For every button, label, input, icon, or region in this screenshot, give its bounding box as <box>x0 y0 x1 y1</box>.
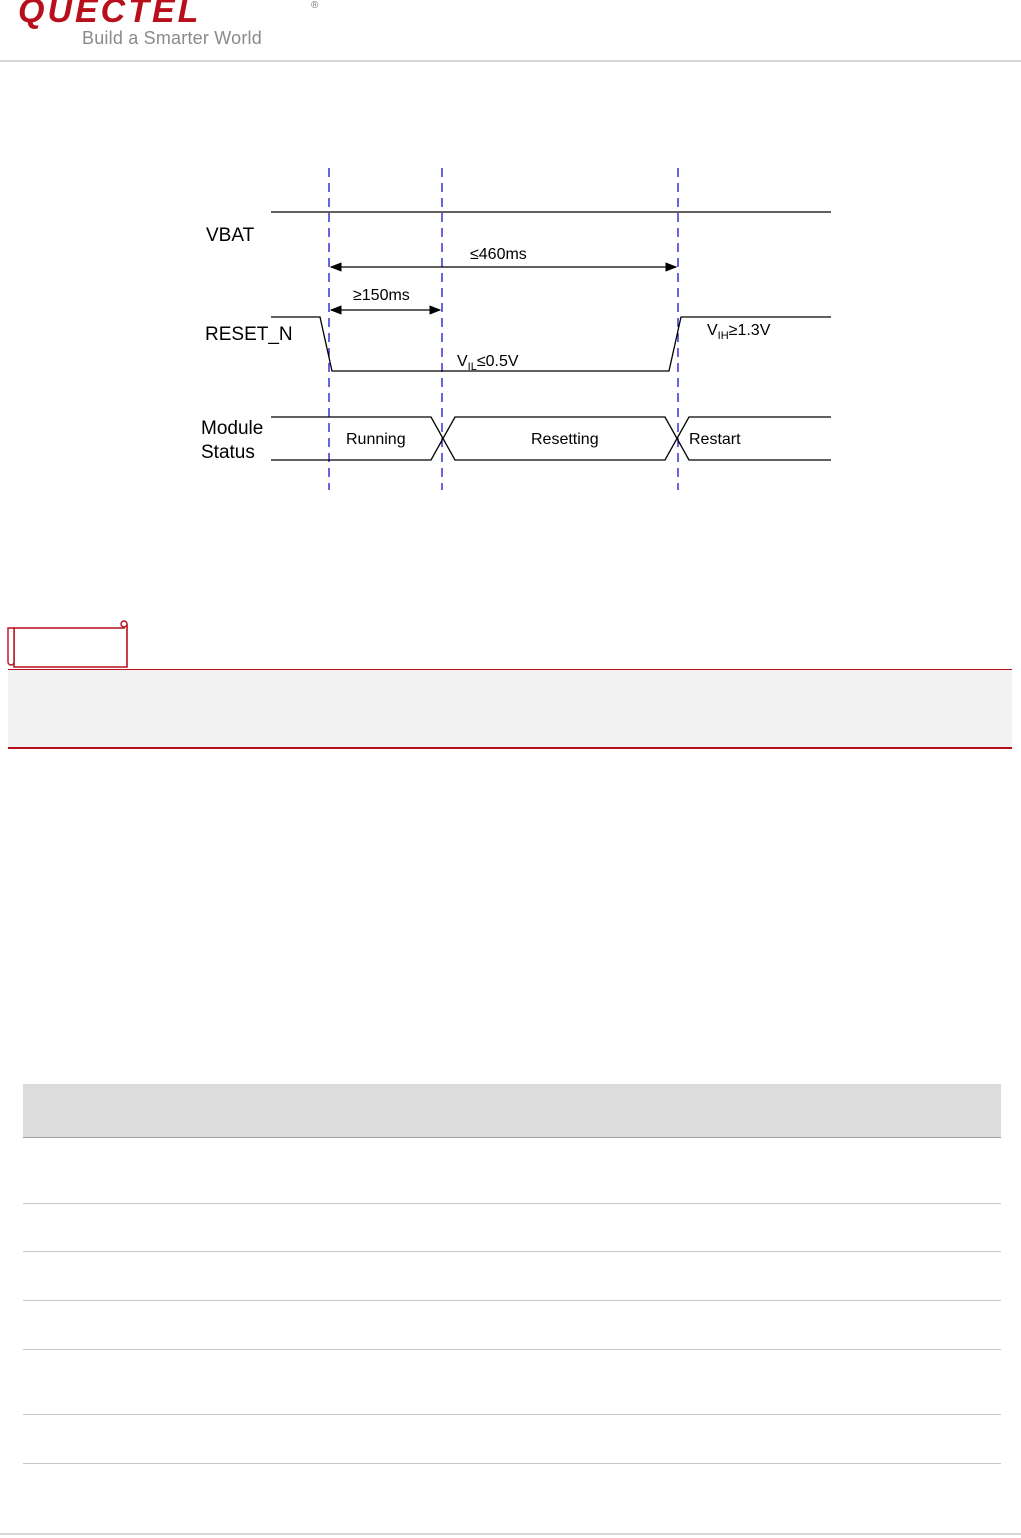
state-resetting: Resetting <box>531 431 599 448</box>
data-table <box>23 1084 1001 1464</box>
interval-460ms-label: ≤460ms <box>470 246 527 263</box>
table-row <box>23 1301 1001 1350</box>
table-row <box>23 1350 1001 1415</box>
reset-n-label: RESET_N <box>205 324 293 345</box>
interval-150ms-label: ≥150ms <box>353 287 410 304</box>
table-header <box>23 1084 1001 1138</box>
table-row <box>23 1252 1001 1301</box>
table-row <box>23 1204 1001 1252</box>
state-restart: Restart <box>689 431 741 448</box>
table-row <box>23 1415 1001 1464</box>
registered-mark: ® <box>311 0 319 11</box>
state-running: Running <box>346 431 406 448</box>
note-box <box>8 669 1012 749</box>
vil-label: $V_{IL}\le 0.5V$ <box>457 353 519 373</box>
logo-tagline: Build a Smarter World <box>82 28 262 48</box>
module-status-label-line2: Status <box>201 442 255 463</box>
reset-timing-diagram <box>0 0 1021 560</box>
module-status-label-line1: Module <box>201 418 264 439</box>
vbat-label: VBAT <box>206 225 255 246</box>
vih-label: $V_{IH}\ge 1.3V$ <box>707 322 771 342</box>
footer-divider <box>0 1533 1021 1535</box>
note-scroll-icon <box>6 618 130 670</box>
quectel-logo: QUECTEL <box>18 0 202 30</box>
table-row <box>23 1138 1001 1204</box>
